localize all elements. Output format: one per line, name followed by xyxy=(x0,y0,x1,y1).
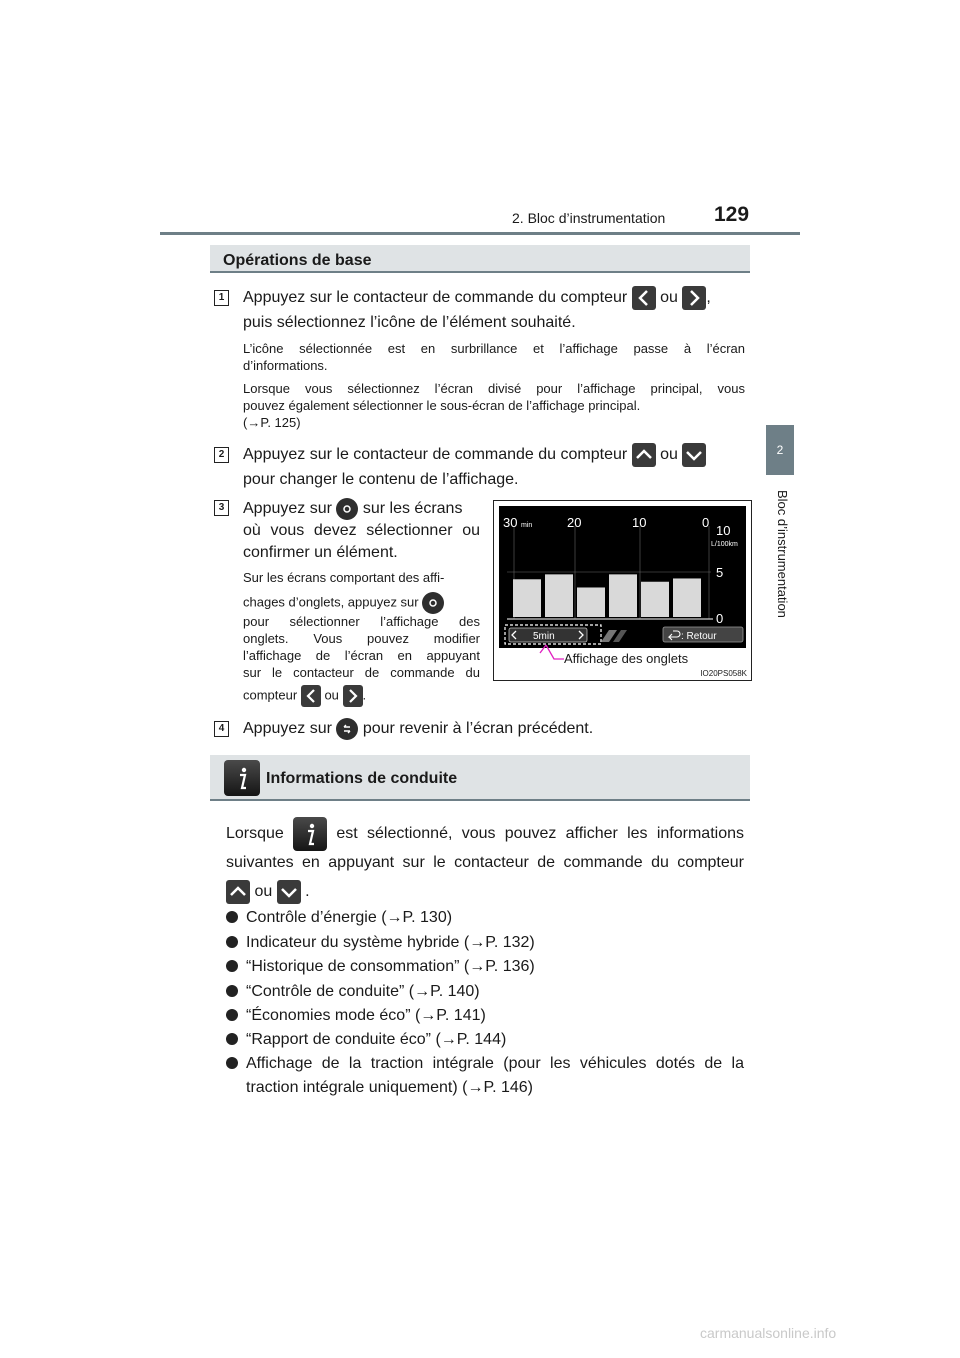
step-number-3: 3 xyxy=(214,500,229,516)
step2-line2: pour changer le contenu de l’affichage. xyxy=(243,471,519,488)
or-text: ou xyxy=(324,687,339,703)
info-icon xyxy=(293,817,327,851)
step-number-2: 2 xyxy=(214,447,229,463)
intro-text: Lorsque xyxy=(226,825,284,843)
step4-text: Appuyez sur xyxy=(243,720,332,737)
chapter-tab-label: Bloc d’instrumentation xyxy=(775,490,790,618)
list-item xyxy=(226,1052,744,1076)
right-arrow-button-icon xyxy=(682,286,706,310)
y-tick-0: 0 xyxy=(716,611,724,626)
list-item-text: “Historique de consommation” (→P. 136) xyxy=(246,958,535,975)
bar-2 xyxy=(545,574,573,617)
down-arrow-button-icon xyxy=(682,443,706,467)
intro-line3 xyxy=(226,880,310,904)
step3-line1 xyxy=(243,497,480,521)
list-item-continuation: traction intégrale uniquement) (→P. 146) xyxy=(246,1079,533,1096)
list-item xyxy=(226,906,452,930)
step3-note-l4: onglets. Vous pouvez modifier xyxy=(243,631,480,646)
bullet-icon xyxy=(226,1057,238,1069)
back-button-icon xyxy=(336,718,358,740)
list-item xyxy=(226,931,535,955)
bullet-icon xyxy=(226,960,238,972)
step3-note-l1: Sur les écrans comportant des affi- xyxy=(243,570,445,585)
list-item xyxy=(226,1004,486,1028)
consumption-chart xyxy=(499,506,746,648)
step2-line1 xyxy=(243,443,753,467)
callout-label: Affichage des onglets xyxy=(564,651,689,666)
time-label-0: 0 xyxy=(702,515,710,530)
step3-line2: où vous devez sélectionner ou xyxy=(243,522,480,539)
step1-line1 xyxy=(243,286,753,310)
figure-code: IO20PS058K xyxy=(700,669,747,678)
tab-label: 5min xyxy=(533,631,555,642)
bar-4 xyxy=(609,574,637,617)
callout-leader xyxy=(534,641,564,665)
step1-note1-l2: d’informations. xyxy=(243,358,328,373)
header-rule xyxy=(160,232,800,235)
step1-text: Appuyez sur le contacteur de commande du compteur xyxy=(243,289,628,307)
bullet-icon xyxy=(226,985,238,997)
time-label-10: 10 xyxy=(632,515,647,530)
list-item xyxy=(226,980,480,1004)
y-unit: L/100km xyxy=(711,541,738,548)
bar-1 xyxy=(513,579,541,617)
step3-note-l2 xyxy=(243,592,480,614)
list-item-text: Indicateur du système hybride (→P. 132) xyxy=(246,934,535,951)
list-item-text: “Rapport de conduite éco” (→P. 144) xyxy=(246,1031,507,1048)
step1-note2-l3: (→P. 125) xyxy=(243,415,301,430)
step3-note-l3: pour sélectionner l’affichage des xyxy=(243,614,480,629)
chapter-title: 2. Bloc d’instrumentation xyxy=(512,210,666,226)
right-arrow-button-icon xyxy=(343,685,363,707)
left-arrow-button-icon xyxy=(301,685,321,707)
bullet-icon xyxy=(226,1009,238,1021)
step-number-4: 4 xyxy=(214,721,229,737)
step2-text: Appuyez sur le contacteur de commande du compteur xyxy=(243,446,628,464)
bullet-icon xyxy=(226,936,238,948)
intro-line2: suivantes en appuyant sur le contacteur de commande du compteur xyxy=(226,854,744,871)
step1-note1-l1: L’icône sélectionnée est en surbrillance et l’affichage passe à l’écran xyxy=(243,341,745,356)
or-text: ou xyxy=(254,883,273,901)
back-label: : Retour xyxy=(681,631,717,642)
punct: , xyxy=(706,289,711,307)
list-item-text: Contrôle d’énergie (→P. 130) xyxy=(246,909,453,926)
step3-note-l5: l’affichage de l’écran en appuyant xyxy=(243,648,480,663)
step1-note2-l1: Lorsque vous sélectionnez l’écran divisé pour l’affichage principal, vous xyxy=(243,381,745,396)
list-item-text: Affichage de la traction intégrale (pour les véhicules dotés de la xyxy=(246,1055,744,1072)
section-heading-driving-info xyxy=(210,755,750,801)
bar-5 xyxy=(641,582,669,617)
step1-note2-l2: pouvez également sélectionner le sous-écran de l’affichage principal. xyxy=(243,398,641,413)
step3-note-l7 xyxy=(243,685,366,707)
meter-screen xyxy=(499,506,746,648)
list-item-text: “Contrôle de conduite” (→P. 140) xyxy=(246,983,480,1000)
section-heading-operations: Opérations de base xyxy=(210,245,750,273)
step4-text-b: pour revenir à l’écran précédent. xyxy=(362,720,594,737)
punct: . xyxy=(362,687,367,703)
or-text: ou xyxy=(660,289,678,307)
step3-text-b: sur les écrans xyxy=(362,500,463,517)
display-illustration xyxy=(493,500,752,681)
info-icon xyxy=(224,760,260,796)
step1-line2: puis sélectionnez l’icône de l’élément souhaité. xyxy=(243,314,576,331)
section-title: Informations de conduite xyxy=(266,770,458,787)
time-label-30: 30 xyxy=(503,515,518,530)
time-label-20: 20 xyxy=(567,515,582,530)
bar-6 xyxy=(673,578,701,617)
step3-line3: confirmer un élément. xyxy=(243,544,398,561)
page-number: 129 xyxy=(714,203,750,226)
y-tick-10: 10 xyxy=(716,523,731,538)
list-item xyxy=(226,955,535,979)
intro-line1 xyxy=(226,817,744,851)
intro-text-b: est sélectionné, vous pouvez afficher les informations xyxy=(336,825,744,843)
step3-note-l6: sur le contacteur de commande du xyxy=(243,665,480,680)
bullet-icon xyxy=(226,1033,238,1045)
bar-3 xyxy=(577,587,605,617)
list-item-text: “Économies mode éco” (→P. 141) xyxy=(246,1007,486,1024)
bullet-icon xyxy=(226,911,238,923)
list-item xyxy=(226,1028,506,1052)
y-tick-5: 5 xyxy=(716,565,724,580)
time-unit: min xyxy=(521,522,533,529)
step4-line1 xyxy=(243,717,753,741)
step-number-1: 1 xyxy=(214,290,229,306)
up-arrow-button-icon xyxy=(226,880,250,904)
up-arrow-button-icon xyxy=(632,443,656,467)
ok-button-icon xyxy=(422,592,444,614)
chapter-tab: 2 xyxy=(766,425,794,475)
step3-note-text: compteur xyxy=(243,687,298,703)
step3-text: Appuyez sur xyxy=(243,500,332,517)
or-text: ou xyxy=(660,446,678,464)
ok-button-icon xyxy=(336,498,358,520)
step3-note-text: chages d’onglets, appuyez sur xyxy=(243,594,419,610)
watermark: carmanualsonline.info xyxy=(700,1325,837,1341)
down-arrow-button-icon xyxy=(277,880,301,904)
left-arrow-button-icon xyxy=(632,286,656,310)
punct: . xyxy=(305,883,310,901)
